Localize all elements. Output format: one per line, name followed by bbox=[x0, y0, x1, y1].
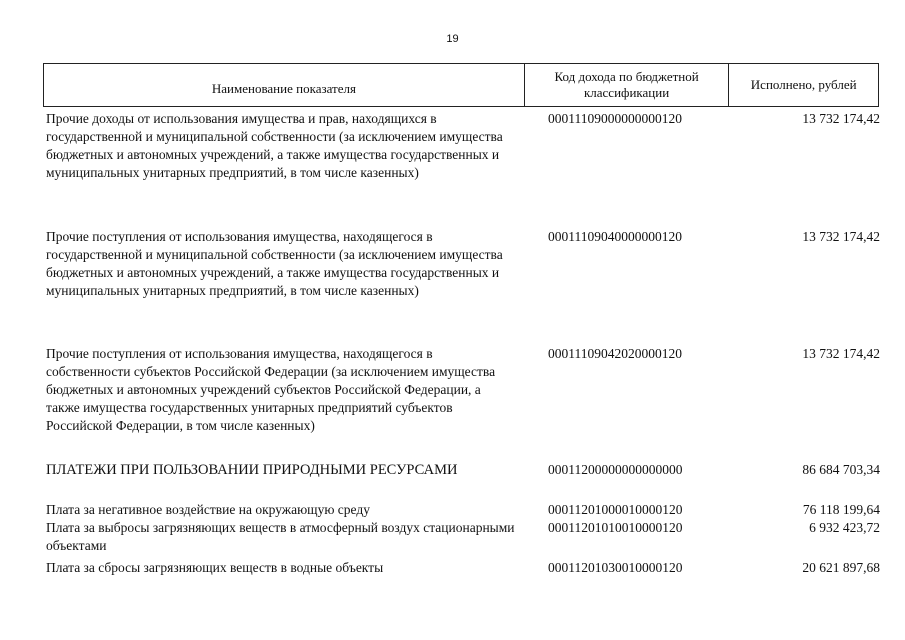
row-name: Прочие поступления от использования имущества, находящегося в государственной и муниципальной собственности (за исключением имущества бюджетных и автономных учреждений, а также имущества государственных и муниципальных унитарных предприятий, в том числе казенных) bbox=[46, 229, 503, 298]
row-amount: 6 932 423,72 bbox=[809, 520, 880, 535]
row-name: ПЛАТЕЖИ ПРИ ПОЛЬЗОВАНИИ ПРИРОДНЫМИ РЕСУРСАМИ bbox=[46, 462, 458, 478]
row-code: 00011109042020000120 bbox=[548, 346, 682, 361]
row-code: 00011109000000000120 bbox=[548, 111, 682, 126]
header-amount: Исполнено, рублей bbox=[750, 77, 857, 92]
row-amount: 13 732 174,42 bbox=[802, 111, 880, 126]
row-name: Плата за негативное воздействие на окружающую среду bbox=[46, 502, 370, 517]
header-name: Наименование показателя bbox=[44, 64, 525, 106]
row-code: 00011109040000000120 bbox=[548, 229, 682, 244]
header-code: Код дохода по бюджетной классификации bbox=[525, 64, 730, 106]
page-number: 19 bbox=[446, 33, 459, 45]
row-code: 00011201010010000120 bbox=[548, 520, 683, 535]
row-name: Прочие поступления от использования имущества, находящегося в собственности субъектов Российской Федерации (за исключением имущества бюджетных и автономных учреждений субъектов Российской Федерации, а также имущества государственных унитарных предприятий субъектов Российской Федерации, в том числе казенных) bbox=[46, 346, 496, 433]
row-name: Плата за сбросы загрязняющих веществ в водные объекты bbox=[46, 560, 384, 575]
row-code: 00011201030010000120 bbox=[548, 560, 683, 575]
row-amount: 76 118 199,64 bbox=[802, 502, 880, 517]
row-amount: 20 621 897,68 bbox=[802, 560, 880, 575]
row-amount: 13 732 174,42 bbox=[802, 346, 880, 361]
row-amount: 86 684 703,34 bbox=[802, 462, 880, 477]
table-header bbox=[43, 63, 879, 107]
row-code: 00011200000000000000 bbox=[548, 462, 683, 477]
row-code: 00011201000010000120 bbox=[548, 502, 683, 517]
row-name: Плата за выбросы загрязняющих веществ в атмосферный воздух стационарными объектами bbox=[46, 520, 515, 553]
row-name: Прочие доходы от использования имущества и прав, находящихся в государственной и муниципальной собственности (за исключением имущества бюджетных и автономных учреждений, а также имущества государственных и муниципальных унитарных предприятий, в том числе казенных) bbox=[46, 111, 503, 180]
row-amount: 13 732 174,42 bbox=[802, 229, 880, 244]
